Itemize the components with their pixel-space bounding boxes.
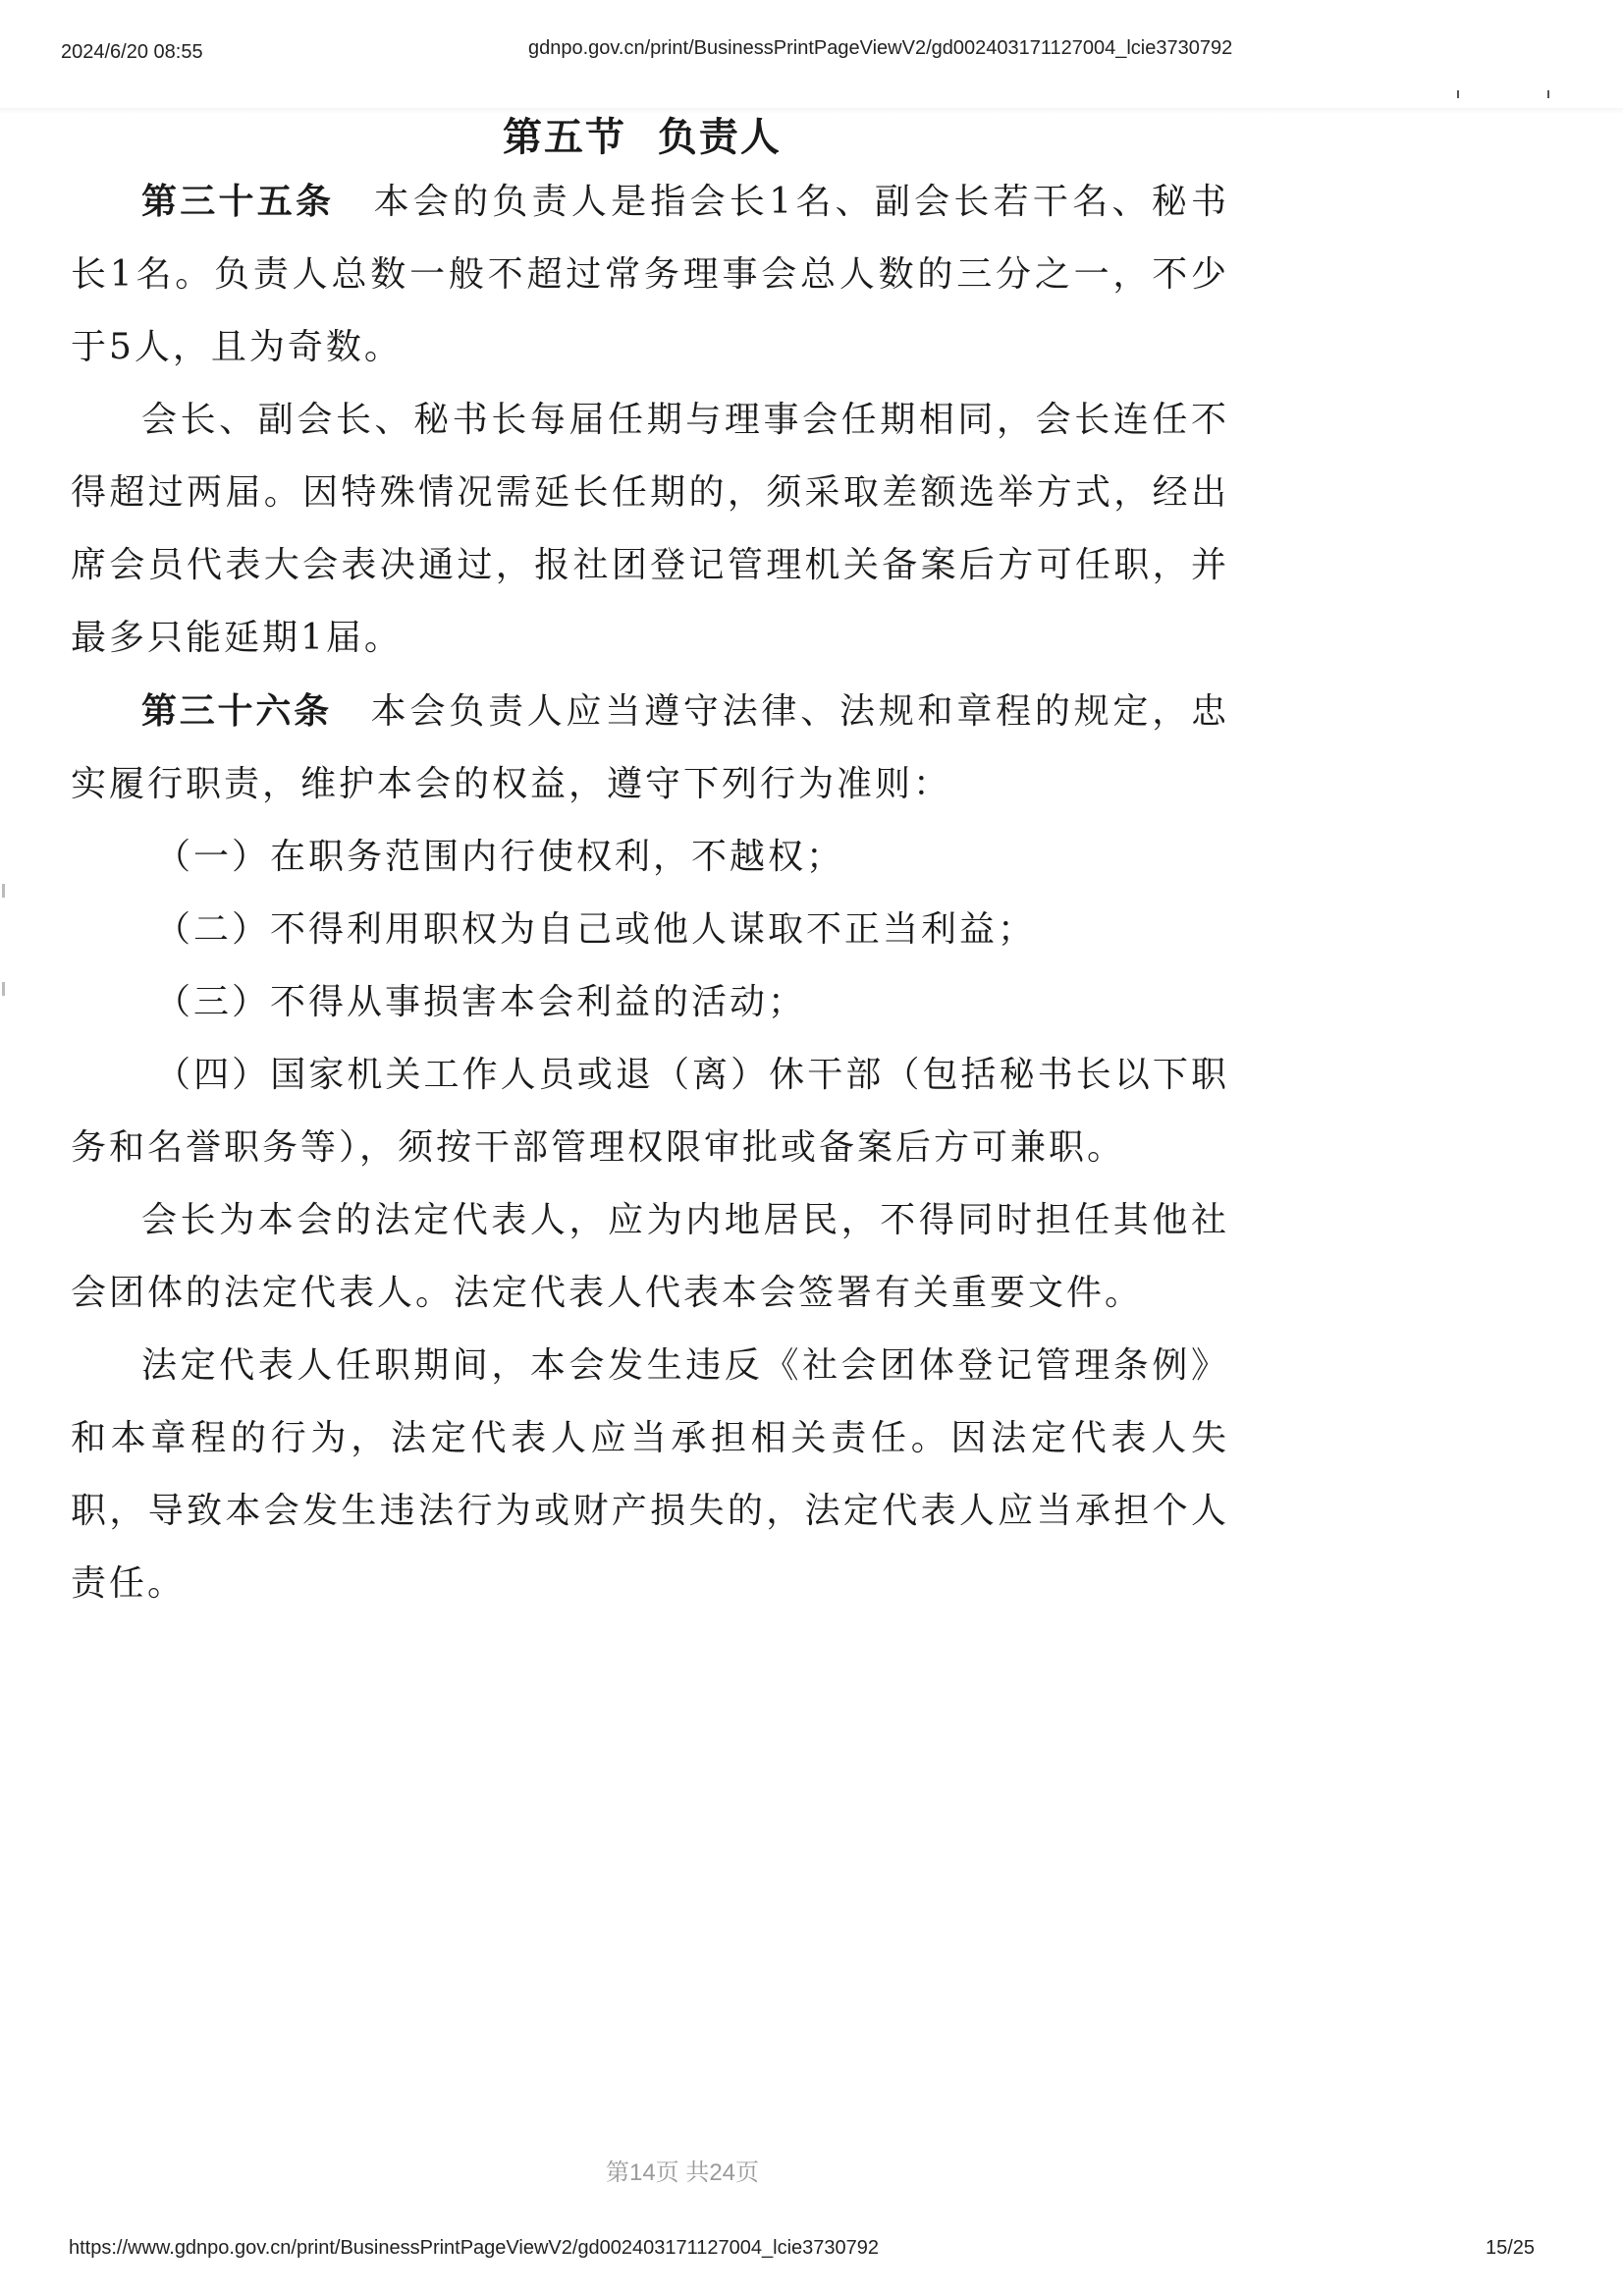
- list-item: （三）不得从事损害本会利益的活动；: [155, 982, 807, 1022]
- print-page-number: 15/25: [1486, 2237, 1536, 2259]
- scan-edge-shadow: [0, 108, 1623, 114]
- article-35-text: 本会的负责人是指会长1名、副会长若干名、秘书长1名。负责人总数一般不超过常务理事会总人数的三分之一，不少于5人，且为奇数。: [71, 182, 1229, 367]
- list-item: （四）国家机关工作人员或退（离）休干部（包括秘书长以下职务和名誉职务等），须按干部管理权限审批或备案后方可兼职。: [71, 1055, 1229, 1168]
- scan-speck: [2, 982, 5, 996]
- article-36-label: 第三十六条: [141, 690, 332, 732]
- page-counter: 第14页 共24页: [605, 2159, 760, 2186]
- scan-mark: [1547, 90, 1549, 98]
- print-footer-url: https://www.gdnpo.gov.cn/print/BusinessPrintPageViewV2/gd002403171127004_lcie3730792: [69, 2237, 880, 2259]
- liability-paragraph: 法定代表人任职期间，本会发生违反《社会团体登记管理条例》和本章程的行为，法定代表人应当承担相关责任。因法定代表人失职，导致本会发生违法行为或财产损失的，法定代表人应当承担个人责任。: [71, 1345, 1229, 1604]
- list-item: （一）在职务范围内行使权利，不越权；: [155, 837, 845, 877]
- article-35-term-paragraph: 会长、副会长、秘书长每届任期与理事会任期相同，会长连任不得超过两届。因特殊情况需延长任期的，须采取差额选举方式，经出席会员代表大会表决通过，报社团登记管理机关备案后方可任职，并最多只能延期1届。: [71, 400, 1229, 658]
- scan-speck: [2, 884, 5, 898]
- document-body: [71, 165, 1229, 1620]
- print-header-url: gdnpo.gov.cn/print/BusinessPrintPageViewV2/gd002403171127004_lcie3730792: [528, 37, 1233, 59]
- scan-mark: [1457, 90, 1459, 98]
- article-35: [71, 165, 1229, 384]
- legal-representative-paragraph: 会长为本会的法定代表人，应为内地居民，不得同时担任其他社会团体的法定代表人。法定代表人代表本会签署有关重要文件。: [71, 1200, 1229, 1313]
- article-36-text: 本会负责人应当遵守法律、法规和章程的规定，忠实履行职责，维护本会的权益，遵守下列行为准则：: [71, 691, 1229, 804]
- article-35-label: 第三十五条: [141, 181, 335, 222]
- section-title: 第五节 负责人: [503, 114, 782, 160]
- list-item: （二）不得利用职权为自己或他人谋取不正当利益；: [155, 909, 1037, 950]
- print-datetime: 2024/6/20 08:55: [61, 41, 203, 63]
- article-36: [71, 675, 1229, 821]
